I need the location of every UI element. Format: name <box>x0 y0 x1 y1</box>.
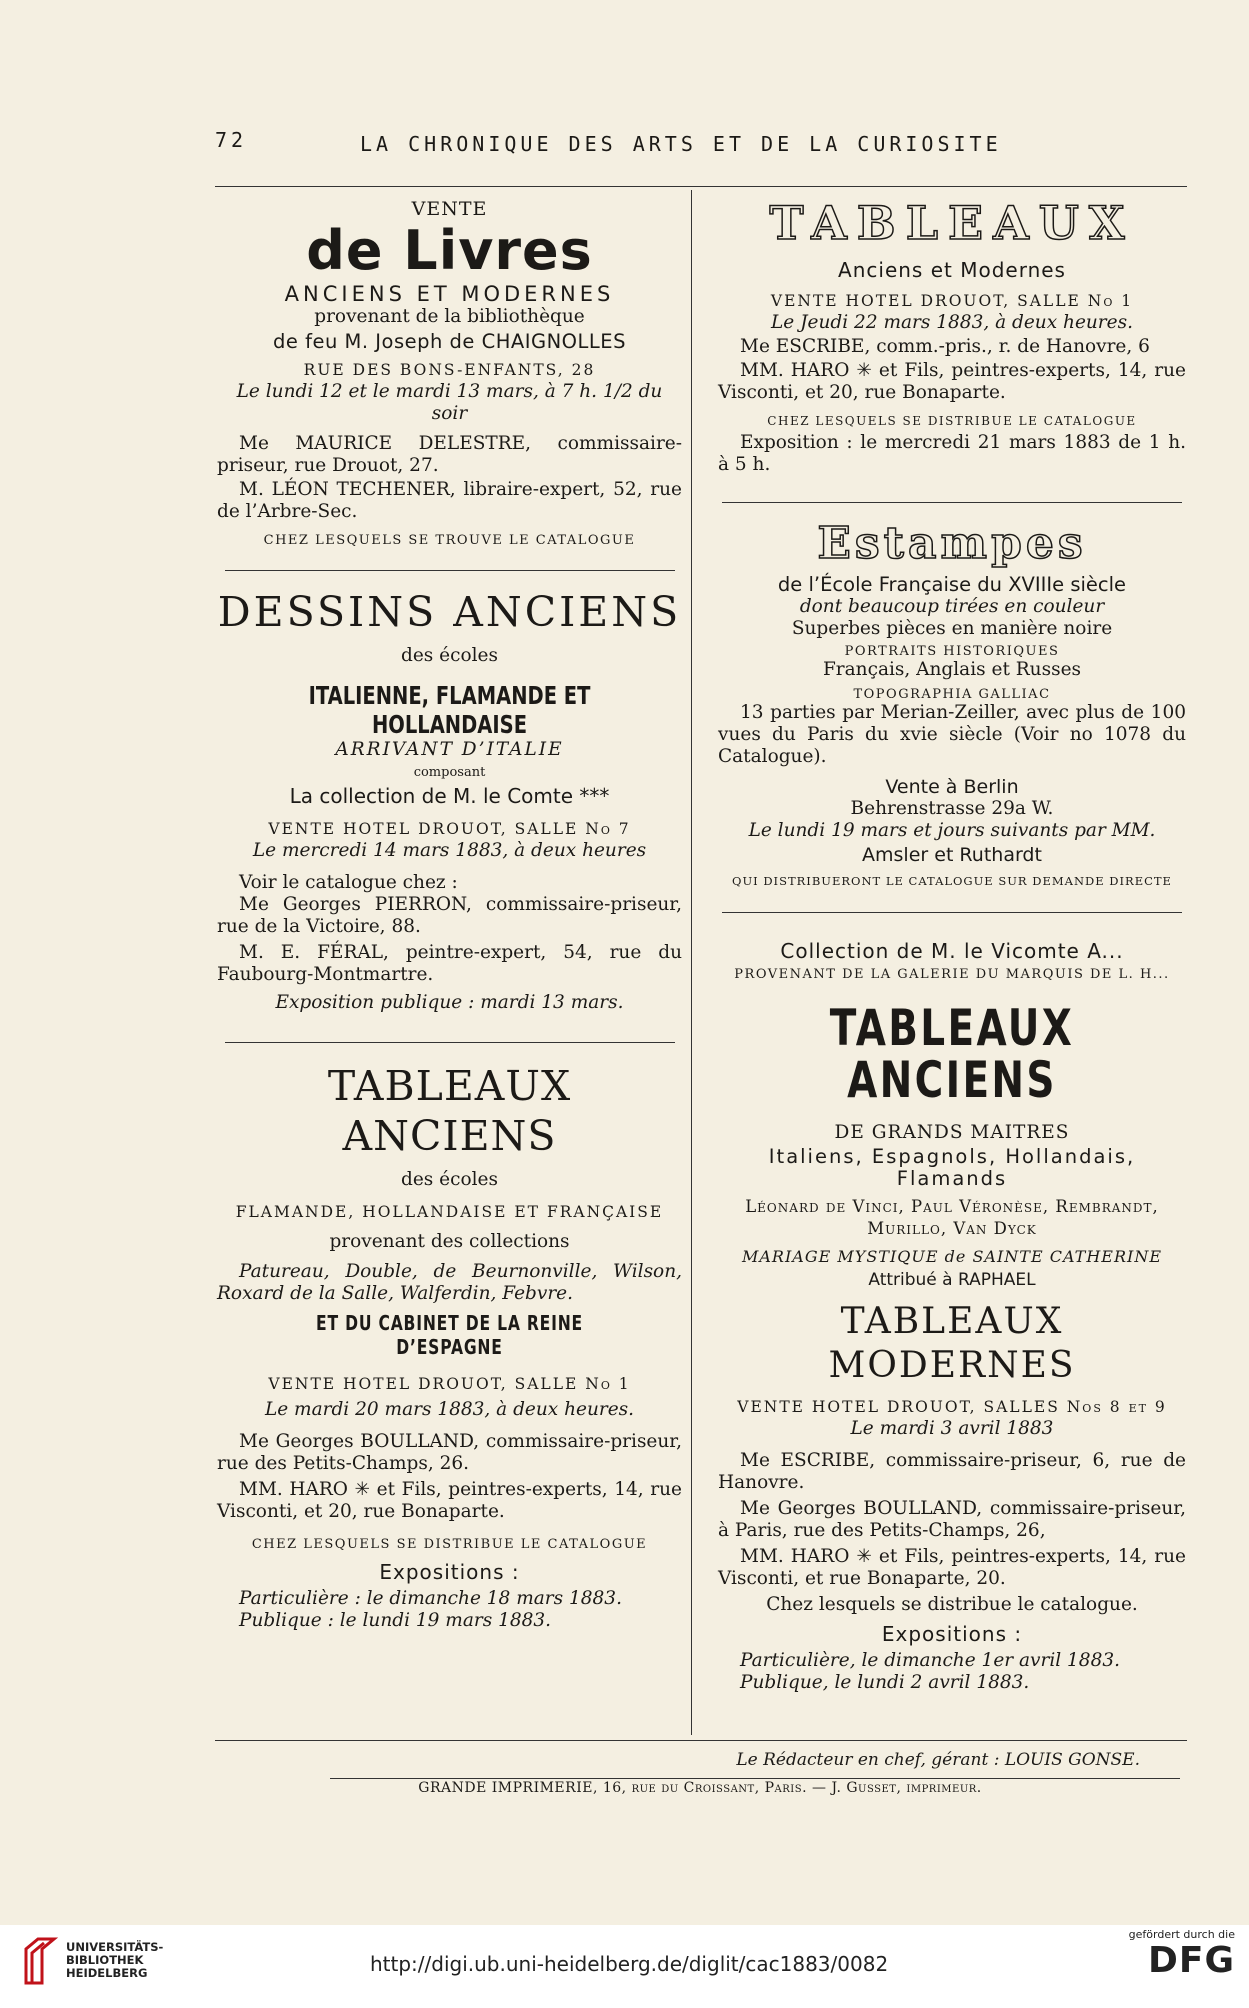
ad-owner: de feu M. Joseph de CHAIGNOLLES <box>273 330 626 353</box>
dfg-logo <box>1110 1928 1235 1981</box>
ad-sale-info: VENTE HOTEL DROUOT, SALLES Nos 8 et 9 <box>737 1398 1167 1416</box>
ad-tableaux-anciens <box>217 1061 682 1632</box>
ad-artists: Léonard de Vinci, Paul Véronèse, Rembrandt, Murillo, Van Dyck <box>745 1197 1159 1238</box>
ad-text: Attribué à RAPHAEL <box>868 1270 1036 1290</box>
ad-contact: M. E. FÉRAL, peintre-expert, 54, rue du Faubourg-Montmartre. <box>217 942 682 985</box>
ad-date: Le lundi 12 et le mardi 13 mars, à 7 h. 1/2 du soir <box>236 381 663 424</box>
ad-date: Le mardi 3 avril 1883 <box>850 1418 1054 1439</box>
ad-collection: Collection de M. le Vicomte A... <box>780 939 1124 963</box>
ad-title: TABLEAUX ANCIENS <box>327 1062 572 1160</box>
dfg-wordmark: DFG <box>1147 1940 1235 1981</box>
ad-contact: MM. HARO ✳ et Fils, peintres-experts, 14, rue Visconti, et rue Bonaparte, 20. <box>718 1546 1186 1589</box>
ad-sale-info: Vente à Berlin <box>885 776 1019 798</box>
permalink[interactable]: http://digi.ub.uni-heidelberg.de/diglit/cac1883/0082 <box>370 1952 889 1976</box>
ad-exposition: Publique : le lundi 19 mars 1883. <box>239 1610 552 1631</box>
running-title: LA CHRONIQUE DES ARTS ET DE LA CURIOSITE <box>360 132 1002 156</box>
ad-exposition: Exposition : le mercredi 21 mars 1883 de 1 h. à 5 h. <box>718 432 1186 475</box>
separator <box>225 1042 675 1043</box>
ad-label: VENTE <box>411 198 488 220</box>
ad-text: 13 parties par Merian-Zeiller, avec plus de 100 vues du Paris du xvie siècle (Voir no 1078 du Catalogue). <box>718 702 1186 767</box>
ad-text: Voir le catalogue chez : <box>239 872 458 893</box>
ad-title: TABLEAUX ANCIENS <box>829 999 1075 1109</box>
ad-exposition: Particulière, le dimanche 1er avril 1883. <box>740 1650 1120 1671</box>
ad-title: DESSINS ANCIENS <box>217 588 682 636</box>
ad-contact: Me ESCRIBE, comm.-pris., r. de Hanovre, 6 <box>740 336 1150 357</box>
ad-catalogue-note: CHEZ LESQUELS SE DISTRIBUE LE CATALOGUE <box>767 414 1137 428</box>
ad-catalogue-note: CHEZ LESQUELS SE DISTRIBUE LE CATALOGUE <box>251 1537 648 1552</box>
separator <box>722 912 1182 913</box>
footer-rule <box>215 1740 1187 1741</box>
ad-date: Le mercredi 14 mars 1883, à deux heures <box>252 840 647 861</box>
ad-subtitle: DE GRANDS MAITRES <box>834 1122 1070 1143</box>
ad-expositions-heading: Expositions : <box>379 1560 520 1584</box>
ad-collections: Patureau, Double, de Beurnonville, Wilson, Roxard de la Salle, Walferdin, Febvre. <box>217 1261 682 1304</box>
ad-catalogue-note: CHEZ LESQUELS SE TROUVE LE CATALOGUE <box>263 533 636 548</box>
ad-address: RUE DES BONS-ENFANTS, 28 <box>303 361 596 379</box>
ad-names: Amsler et Ruthardt <box>862 844 1042 866</box>
ad-exposition: Particulière : le dimanche 18 mars 1883. <box>239 1588 622 1609</box>
ad-schools: Italiens, Espagnols, Hollandais, Flamands <box>768 1145 1136 1190</box>
ad-text: MARIAGE MYSTIQUE de SAINTE CATHERINE <box>741 1247 1162 1266</box>
ad-catalogue-note: Chez lesquels se distribue le catalogue. <box>766 1594 1138 1615</box>
ad-text: Français, Anglais et Russes <box>822 659 1082 680</box>
header-rule <box>215 186 1187 187</box>
ad-title: TABLEAUX MODERNES <box>828 1301 1076 1386</box>
funding-note: gefördert durch die <box>1128 1928 1235 1941</box>
right-column <box>718 192 1186 1694</box>
ad-date: Le lundi 19 mars et jours suivants par MM. <box>748 820 1156 841</box>
ad-exposition: Publique, le lundi 2 avril 1883. <box>740 1672 1030 1693</box>
ad-dessins <box>217 587 682 1014</box>
separator <box>722 502 1182 503</box>
column-divider <box>691 190 692 1735</box>
ad-subtitle: de l’École Française du XVIIIe siècle <box>777 573 1127 596</box>
imprimerie: GRANDE IMPRIMERIE, 16, rue du Croissant, Paris. — J. Gusset, imprimeur. <box>418 1780 982 1796</box>
footer-rule <box>330 1778 1180 1779</box>
university-name: UNIVERSITÄTS- BIBLIOTHEK HEIDELBERG <box>66 1940 164 1980</box>
ad-contact: MM. HARO ✳ et Fils, peintres-experts, 14, rue Visconti, et 20, rue Bonaparte. <box>718 360 1186 403</box>
ad-subtitle: ARRIVANT D’ITALIE <box>335 739 564 760</box>
ad-title: de Livres <box>306 219 593 282</box>
ad-title: TABLEAUX <box>769 196 1135 250</box>
library-logo-icon <box>20 1935 60 1987</box>
ad-collection-vicomte <box>718 939 1186 1694</box>
ad-schools: FLAMANDE, HOLLANDAISE ET FRANÇAISE <box>235 1203 664 1221</box>
ad-text: dont beaucoup tirées en couleur <box>799 596 1105 617</box>
ad-sale-info: VENTE HOTEL DROUOT, SALLE No 1 <box>770 292 1134 310</box>
ad-contact: MM. HARO ✳ et Fils, peintres-experts, 14, rue Visconti, et 20, rue Bonaparte. <box>217 1479 682 1522</box>
ad-exposition: Exposition publique : mardi 13 mars. <box>275 992 624 1013</box>
ad-schools: ITALIENNE, FLAMANDE ET HOLLANDAISE <box>308 681 591 739</box>
ad-cabinet: ET DU CABINET DE LA REINE D’ESPAGNE <box>316 1311 583 1359</box>
ad-catalogue-note: QUI DISTRIBUERONT LE CATALOGUE SUR DEMANDE DIRECTE <box>732 874 1172 888</box>
ad-date: Le mardi 20 mars 1883, à deux heures. <box>264 1399 635 1420</box>
ad-contact: Me Georges BOULLAND, commissaire-priseur, à Paris, rue des Petits-Champs, 26, <box>718 1498 1186 1541</box>
page-number: 72 <box>215 128 248 152</box>
ad-contact: M. LÉON TECHENER, libraire-expert, 52, rue de l’Arbre-Sec. <box>217 479 682 522</box>
ad-subtitle: ANCIENS ET MODERNES <box>284 282 615 306</box>
ad-text: composant <box>413 765 486 780</box>
ad-collection: La collection de M. le Comte *** <box>289 784 610 808</box>
ad-contact: Me Georges BOULLAND, commissaire-priseur, rue des Petits-Champs, 26. <box>217 1431 682 1474</box>
ad-text: provenant des collections <box>329 1231 570 1252</box>
ad-date: Le Jeudi 22 mars 1883, à deux heures. <box>771 312 1133 333</box>
ad-estampes <box>718 519 1186 888</box>
ad-tableaux <box>718 198 1186 476</box>
ad-text: Superbes pièces en manière noire <box>791 618 1113 639</box>
ad-text: PORTRAITS HISTORIQUES <box>844 644 1060 659</box>
redacteur: Le Rédacteur en chef, gérant : LOUIS GONSE. <box>736 1750 1140 1770</box>
left-column <box>217 192 682 1632</box>
ad-title: Estampes <box>817 518 1087 569</box>
separator <box>225 570 675 571</box>
ad-contact: Me Georges PIERRON, commissaire-priseur, rue de la Victoire, 88. <box>217 894 682 937</box>
ad-contact: Me ESCRIBE, commissaire-priseur, 6, rue de Hanovre. <box>718 1450 1186 1493</box>
ad-address: Behrenstrasse 29a W. <box>850 798 1054 819</box>
ad-contact: Me MAURICE DELESTRE, commissaire-priseur, rue Drouot, 27. <box>217 433 682 476</box>
university-logo <box>20 1935 164 1991</box>
ad-text: des écoles <box>401 645 498 666</box>
ad-sale-info: VENTE HOTEL DROUOT, SALLE No 7 <box>268 820 631 838</box>
ad-text: des écoles <box>401 1169 498 1190</box>
ad-text: provenant de la bibliothèque <box>314 306 585 327</box>
ad-subtitle: Anciens et Modernes <box>838 258 1066 282</box>
ad-sale-info: VENTE HOTEL DROUOT, SALLE No 1 <box>268 1375 631 1393</box>
ad-text: PROVENANT DE LA GALERIE DU MARQUIS DE L. H... <box>734 967 1170 982</box>
ad-expositions-heading: Expositions : <box>881 1622 1023 1646</box>
ad-text: TOPOGRAPHIA GALLIAC <box>853 687 1051 702</box>
ad-livres <box>217 198 682 548</box>
